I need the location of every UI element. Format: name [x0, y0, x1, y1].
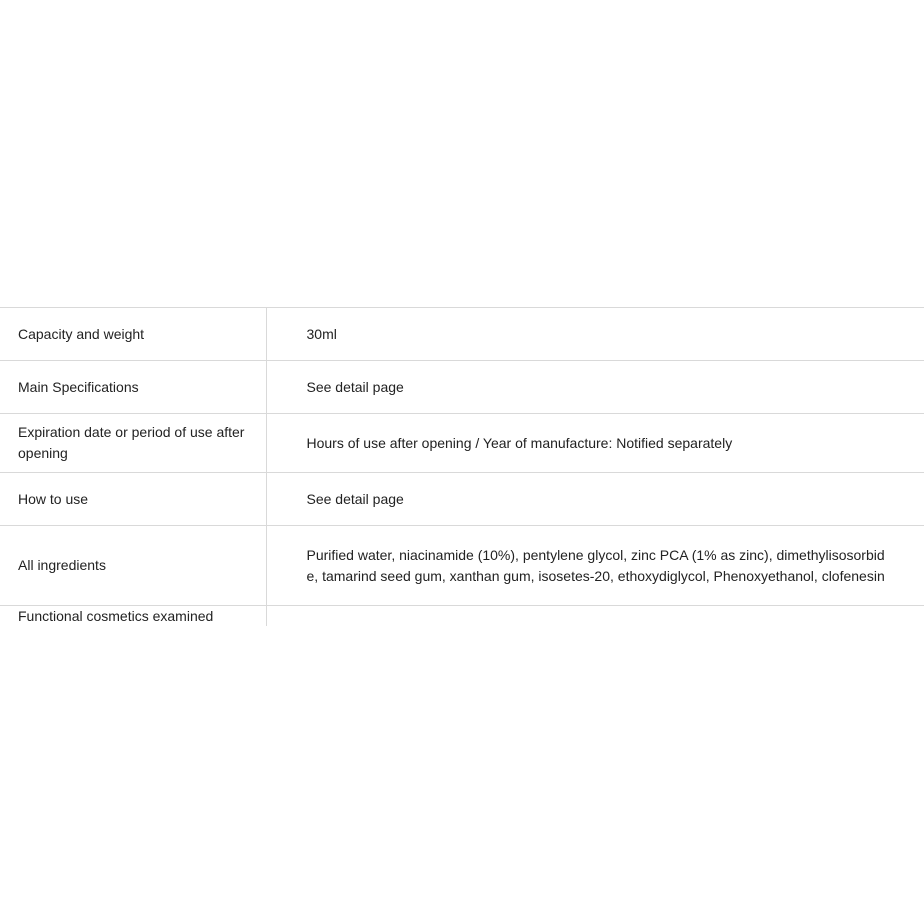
spec-value [266, 308, 924, 361]
spec-value [266, 606, 924, 627]
spec-value-text: See detail page [306, 490, 404, 507]
spec-label [0, 361, 266, 414]
spec-value-text: Hours of use after opening / Year of manufacture: Notified separately [306, 434, 733, 451]
spec-value [266, 361, 924, 414]
spec-label [0, 414, 266, 473]
spec-value [266, 526, 924, 606]
spec-value-text: See detail page [306, 378, 404, 395]
table-row [0, 414, 924, 473]
spec-value-text: 30ml [306, 325, 337, 342]
product-spec-table-container [0, 307, 924, 626]
spec-value [266, 473, 924, 526]
spec-label-text: Expiration date or period of use after opening [18, 424, 245, 461]
spec-value [266, 414, 924, 473]
table-row [0, 473, 924, 526]
table-row [0, 526, 924, 606]
table-row [0, 606, 924, 627]
spec-label-text: All ingredients [18, 557, 106, 573]
spec-value-text: Purified water, niacinamide (10%), pentylene glycol, zinc PCA (1% as zinc), dimethylisosorbide, tamarind seed gum, xanthan gum, isosetes-20, ethoxydiglycol, Phenoxyethanol, clofenesin [306, 546, 885, 584]
spec-label [0, 606, 266, 627]
spec-label-text: How to use [18, 490, 89, 507]
table-row [0, 361, 924, 414]
spec-label [0, 526, 266, 606]
spec-label-text: Functional cosmetics examined [18, 608, 214, 624]
spec-label [0, 308, 266, 361]
spec-label [0, 473, 266, 526]
spec-label-text: Capacity and weight [18, 325, 145, 342]
table-row [0, 308, 924, 361]
product-spec-table [0, 307, 924, 626]
spec-label-text: Main Specifications [18, 378, 139, 395]
